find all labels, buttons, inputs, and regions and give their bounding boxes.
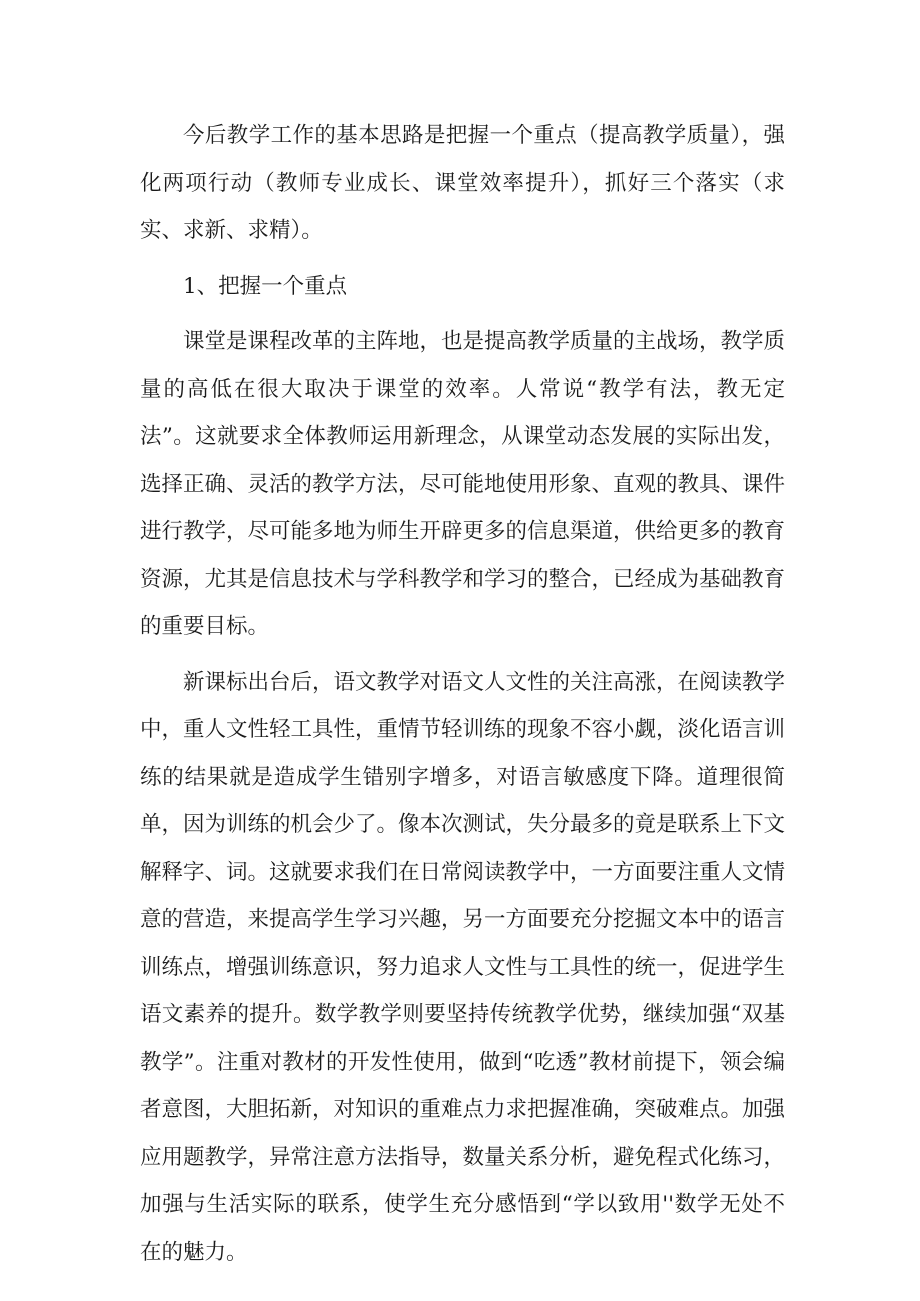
- paragraph-basic-approach: 今后教学工作的基本思路是把握一个重点（提高教学质量），强化两项行动（教师专业成长、课堂效率提升），抓好三个落实（求实、求新、求精）。: [140, 123, 785, 243]
- section-heading: 1、把握一个重点: [183, 273, 348, 299]
- paragraph-new-curriculum: 新课标出台后，语文教学对语文人文性的关注高涨，在阅读教学中，重人文性轻工具性，重情节轻训练的现象不容小觑，淡化语言训练的结果就是造成学生错别字增多，对语言敏感度下降。道理很简单，因为训练的机会少了。像本次测试，失分最多的竟是联系上下文解释字、词。这就要求我们在日常阅读教学中，一方面要注重人文情意的营造，来提高学生学习兴趣，另一方面要充分挖掘文本中的语言训练点，增强训练意识，努力追求人文性与工具性的统一，促进学生语文素养的提升。数学教学则要坚持传统教学优势，继续加强“双基教学”。注重对教材的开发性使用，做到“吃透”教材前提下，领会编者意图，大胆拓新，对知识的重难点力求把握准确，突破难点。加强应用题教学，异常注意方法指导，数量关系分析，避免程式化练习，加强与生活实际的联系，使学生充分感悟到“学以致用''数学无处不在的魅力。: [140, 669, 786, 1265]
- paragraph-classroom: 课堂是课程改革的主阵地，也是提高教学质量的主战场，教学质量的高低在很大取决于课堂的效率。人常说“教学有法，教无定法”。这就要求全体教师运用新理念，从课堂动态发展的实际出发，选择正确、灵活的教学方法，尽可能地使用形象、直观的教具、课件进行教学，尽可能多地为师生开辟更多的信息渠道，供给更多的教育资源，尤其是信息技术与学科教学和学习的整合，已经成为基础教育的重要目标。: [140, 329, 786, 639]
- document-body: [140, 112, 785, 1276]
